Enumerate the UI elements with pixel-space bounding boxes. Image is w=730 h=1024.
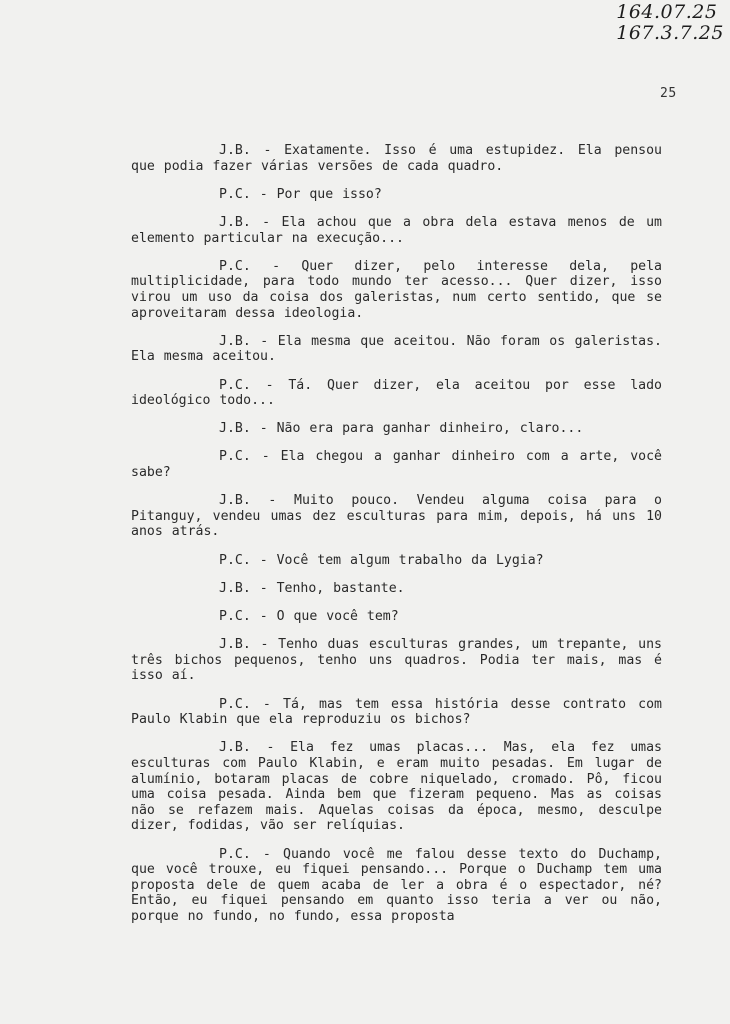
transcript-paragraph: J.B. - Ela fez umas placas... Mas, ela fez umas esculturas com Paulo Klabin, e eram muito pesadas. Em lugar de alumínio, botaram placas de cobre niquelado, cromado. Pô, ficou uma coisa pesada. Ainda bem que fizeram pequeno. Mas as coisas não se refazem mais. Aquelas coisas da época, mesmo, desculpe dizer, fodidas, vão ser relíquias. — [131, 740, 662, 834]
transcript-paragraph: P.C. - Tá, mas tem essa história desse contrato com Paulo Klabin que ela reproduziu os bichos? — [131, 696, 662, 728]
transcript-paragraph: P.C. - Quer dizer, pelo interesse dela, pela multiplicidade, para todo mundo ter acesso... Quer dizer, isso virou um uso da coisa dos galeristas, num certo sentido, que se aproveitaram dessa ideologia. — [131, 258, 662, 321]
handwritten-annotation — [616, 2, 724, 44]
transcript-paragraph: P.C. - Por que isso? — [219, 186, 382, 202]
transcript-paragraph: P.C. - Ela chegou a ganhar dinheiro com a arte, você sabe? — [131, 449, 662, 481]
annotation-line: 167.3.7.25 — [616, 22, 724, 44]
page-number: 25 — [660, 86, 677, 101]
transcript-paragraph: J.B. - Não era para ganhar dinheiro, claro... — [219, 421, 584, 437]
transcript-paragraph: J.B. - Ela achou que a obra dela estava menos de um elemento particular na execução... — [131, 214, 662, 246]
transcript-paragraph: P.C. - Você tem algum trabalho da Lygia? — [219, 552, 544, 568]
transcript-paragraph: J.B. - Tenho, bastante. — [219, 580, 405, 596]
transcript-paragraph: P.C. - Quando você me falou desse texto do Duchamp, que você trouxe, eu fiquei pensando... Porque o Duchamp tem uma proposta dele de quem acaba de ler a obra é o espectador, né? Então, eu fiquei pensando em quanto isso teria a ver ou não, porque no fundo, no fundo, essa proposta — [131, 846, 662, 924]
transcript-paragraph: J.B. - Muito pouco. Vendeu alguma coisa para o Pitanguy, vendeu umas dez esculturas para mim, depois, há uns 10 anos atrás. — [131, 493, 662, 540]
transcript-paragraph: J.B. - Tenho duas esculturas grandes, um trepante, uns três bichos pequenos, tenho uns quadros. Podia ter mais, mas é isso aí. — [131, 637, 662, 684]
transcript-paragraph: J.B. - Ela mesma que aceitou. Não foram os galeristas. Ela mesma aceitou. — [131, 333, 662, 365]
transcript-body — [131, 143, 662, 937]
transcript-paragraph: P.C. - Tá. Quer dizer, ela aceitou por esse lado ideológico todo... — [131, 377, 662, 409]
transcript-paragraph: J.B. - Exatamente. Isso é uma estupidez. Ela pensou que podia fazer várias versões de cada quadro. — [131, 143, 662, 174]
transcript-paragraph: P.C. - O que você tem? — [219, 609, 399, 624]
annotation-line: 164.07.25 — [616, 1, 718, 23]
